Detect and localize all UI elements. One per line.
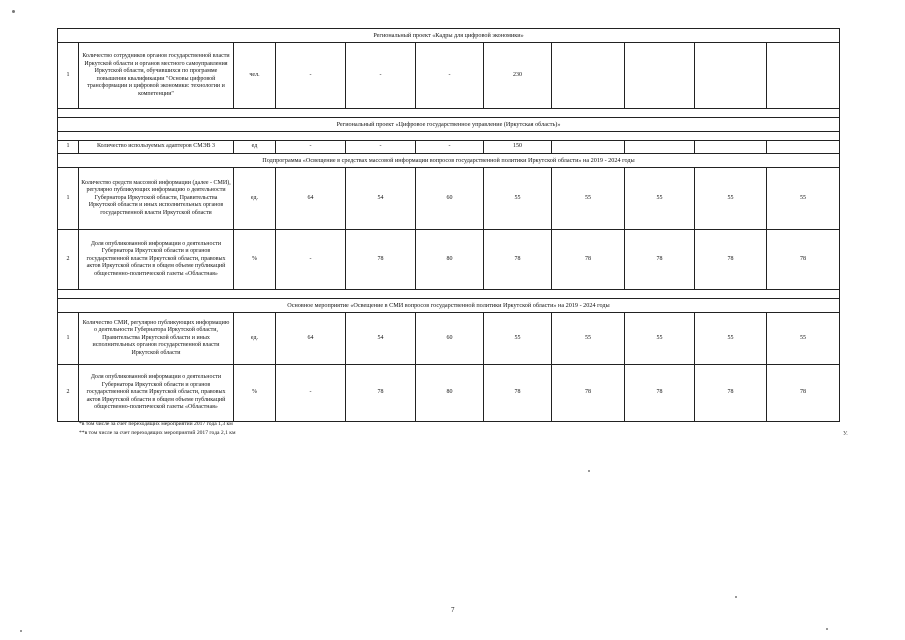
value-cell: 230 xyxy=(484,43,552,109)
blank-cell xyxy=(58,290,840,299)
section-header-row xyxy=(58,299,840,313)
spacer-row xyxy=(58,132,840,141)
handwritten-mark: У. xyxy=(843,431,848,437)
value-cell: 60 xyxy=(416,313,484,365)
value-cell xyxy=(695,43,767,109)
row-number: 1 xyxy=(58,141,79,154)
section-header-row xyxy=(58,118,840,132)
value-cell: 55 xyxy=(484,168,552,230)
indicator-row xyxy=(58,43,840,109)
value-cell: 78 xyxy=(552,365,625,422)
indicator-description: Количество средств массовой информации (далее - СМИ), регулярно публикующих информацию о деятельности Губернатора Иркутской области, Правительства Иркутской области и иных исполнительных органов государственной власти Иркутской области xyxy=(79,168,234,230)
value-cell: - xyxy=(276,230,346,290)
indicator-description: Количество СМИ, регулярно публикующих информацию о деятельности Губернатора Иркутской области, Правительства Иркутской области и иных исполнительных органов государственной власти Иркутской области xyxy=(79,313,234,365)
unit-cell: ед xyxy=(234,141,276,154)
value-cell: 55 xyxy=(552,168,625,230)
value-cell: 80 xyxy=(416,230,484,290)
section-title: Региональный проект «Кадры для цифровой экономики» xyxy=(58,29,840,43)
row-number: 1 xyxy=(58,313,79,365)
indicator-description: Доля опубликованной информации о деятельности Губернатора Иркутской области и органов государственной власти Иркутской области, правовых актов Иркутской области в общем объеме публикаций общественно-политической газеты «Областная» xyxy=(79,230,234,290)
value-cell xyxy=(767,43,840,109)
value-cell: - xyxy=(346,43,416,109)
value-cell: - xyxy=(416,43,484,109)
value-cell: - xyxy=(346,141,416,154)
value-cell: 78 xyxy=(767,365,840,422)
indicator-row xyxy=(58,230,840,290)
value-cell: - xyxy=(276,141,346,154)
value-cell: 78 xyxy=(695,230,767,290)
value-cell xyxy=(552,141,625,154)
indicator-row xyxy=(58,141,840,154)
value-cell: 150 xyxy=(484,141,552,154)
indicator-description: Доля опубликованной информации о деятельности Губернатора Иркутской области и органов государственной власти Иркутской области, правовых актов Иркутской области в общем объеме публикаций общественно-политической газеты «Областная» xyxy=(79,365,234,422)
section-title: Региональный проект «Цифровое государственное управление (Иркутская область)» xyxy=(58,118,840,132)
value-cell: 78 xyxy=(346,365,416,422)
value-cell xyxy=(552,43,625,109)
value-cell xyxy=(695,141,767,154)
value-cell: 55 xyxy=(767,313,840,365)
row-number: 1 xyxy=(58,43,79,109)
unit-cell: ед. xyxy=(234,313,276,365)
blank-cell xyxy=(58,132,840,141)
footnote: **в том числе за счет переходящих мероприятий 2017 года 2,1 км xyxy=(79,430,236,436)
value-cell: 78 xyxy=(695,365,767,422)
unit-cell: ед. xyxy=(234,168,276,230)
value-cell: 78 xyxy=(346,230,416,290)
section-title: Подпрограмма «Освещение в средствах массовой информации вопросов государственной политики Иркутской области» на 2019 - 2024 годы xyxy=(58,154,840,168)
value-cell: 64 xyxy=(276,313,346,365)
value-cell: 55 xyxy=(552,313,625,365)
value-cell: 55 xyxy=(767,168,840,230)
scan-speck xyxy=(20,630,22,632)
scan-speck xyxy=(826,628,828,630)
value-cell: 78 xyxy=(552,230,625,290)
indicator-row xyxy=(58,313,840,365)
value-cell xyxy=(625,43,695,109)
unit-cell: % xyxy=(234,230,276,290)
indicator-description: Количество сотрудников органов государственной власти Иркутской области и органов местного самоуправления Иркутской области, обучившихся по программе повышения квалификации "Основы цифровой трансформации и цифровой экономики: технологии и компетенции" xyxy=(79,43,234,109)
value-cell: - xyxy=(276,365,346,422)
spacer-row xyxy=(58,109,840,118)
unit-cell: чел. xyxy=(234,43,276,109)
indicator-description: Количество используемых адаптеров СМЭВ 3 xyxy=(79,141,234,154)
indicator-row xyxy=(58,365,840,422)
value-cell: 54 xyxy=(346,168,416,230)
blank-cell xyxy=(58,109,840,118)
value-cell: 78 xyxy=(767,230,840,290)
row-number: 2 xyxy=(58,230,79,290)
value-cell: 54 xyxy=(346,313,416,365)
row-number: 2 xyxy=(58,365,79,422)
scan-speck xyxy=(735,596,737,598)
row-number: 1 xyxy=(58,168,79,230)
scan-speck xyxy=(588,470,590,472)
value-cell: 64 xyxy=(276,168,346,230)
unit-cell: % xyxy=(234,365,276,422)
value-cell xyxy=(625,141,695,154)
value-cell: 55 xyxy=(625,168,695,230)
value-cell: 80 xyxy=(416,365,484,422)
value-cell: 55 xyxy=(695,313,767,365)
indicator-row xyxy=(58,168,840,230)
value-cell: 78 xyxy=(625,365,695,422)
value-cell: - xyxy=(416,141,484,154)
page-number: 7 xyxy=(451,606,455,614)
value-cell: 55 xyxy=(625,313,695,365)
indicators-table xyxy=(57,28,840,422)
footnote: *в том числе за счет переходящих мероприятий 2017 года 1,3 км xyxy=(79,421,233,427)
value-cell: - xyxy=(276,43,346,109)
spacer-row xyxy=(58,290,840,299)
section-header-row xyxy=(58,29,840,43)
footnotes xyxy=(79,420,236,438)
section-title: Основное мероприятие «Освещение в СМИ вопросов государственной политики Иркутской области» на 2019 - 2024 годы xyxy=(58,299,840,313)
value-cell: 78 xyxy=(484,230,552,290)
value-cell: 78 xyxy=(625,230,695,290)
value-cell: 55 xyxy=(484,313,552,365)
value-cell: 78 xyxy=(484,365,552,422)
value-cell xyxy=(767,141,840,154)
value-cell: 55 xyxy=(695,168,767,230)
scan-speck xyxy=(12,10,15,13)
value-cell: 60 xyxy=(416,168,484,230)
section-header-row xyxy=(58,154,840,168)
